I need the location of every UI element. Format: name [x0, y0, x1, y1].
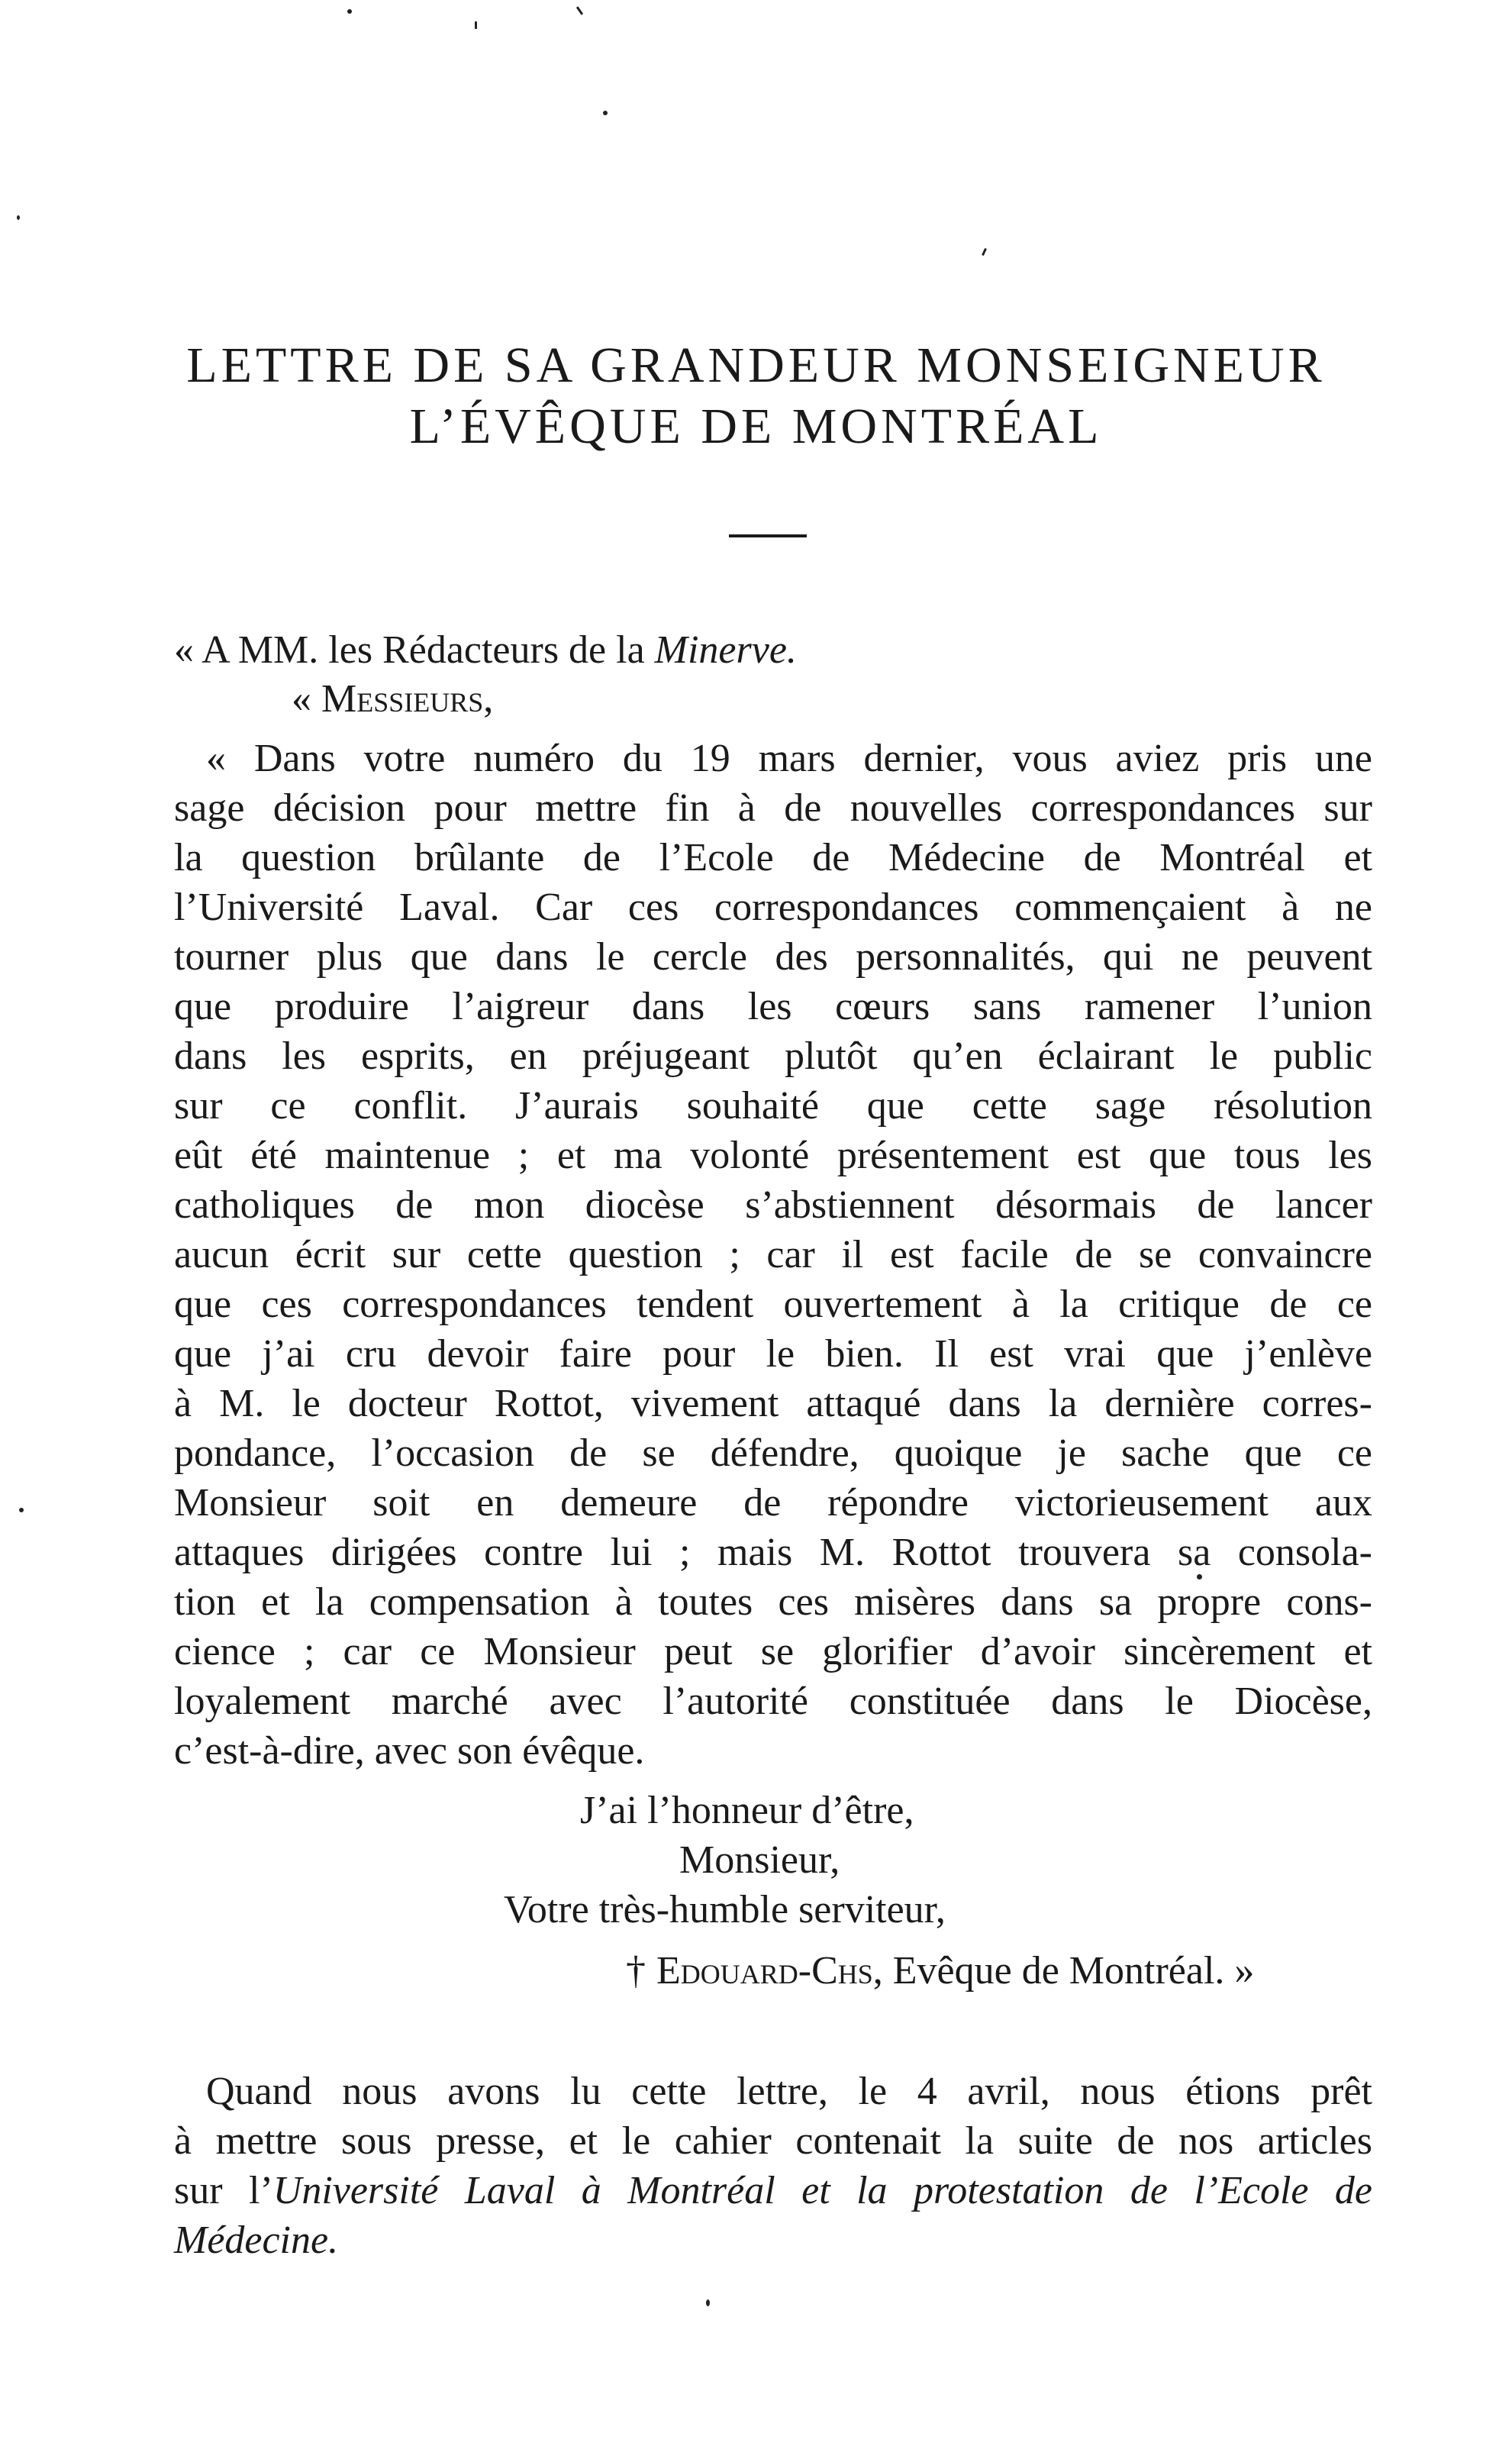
letter-address — [174, 626, 797, 675]
signature-title: , Evêque de Montréal. » — [872, 1949, 1255, 1993]
article-title-part-2: Médecine. — [174, 2219, 339, 2262]
letter-body-line: que produire l’aigreur dans les cœurs sans ramener l’union — [174, 985, 1372, 1028]
letter-body-line: sur ce conflit. J’aurais souhaité que cette sage résolution — [174, 1084, 1372, 1128]
letter-body-line: que j’ai cru devoir faire pour le bien. Il est vrai que j’enlève — [174, 1332, 1372, 1376]
print-speck — [982, 248, 987, 256]
print-speck — [706, 2299, 710, 2306]
commentary-line — [174, 2216, 338, 2265]
cross-icon: † — [626, 1949, 646, 1993]
title-divider — [729, 534, 807, 537]
letter-signature — [626, 1947, 1254, 1996]
letter-closing-servant: Votre très-humble serviteur, — [504, 1888, 946, 1931]
letter-body-line: aucun écrit sur cette question ; car il est facile de se convaincre — [174, 1233, 1372, 1276]
letter-body-line: que ces correspondances tendent ouvertement à la critique de ce — [174, 1283, 1372, 1326]
letter-body-line: tourner plus que dans le cercle des personnalités, qui ne peuvent — [174, 935, 1372, 979]
article-title-part-1: Université Laval à Montréal et la protestation de l’Ecole de — [272, 2169, 1372, 2212]
letter-title-line-2: L’ÉVÊQUE DE MONTRÉAL — [409, 399, 1103, 454]
letter-body-line: loyalement marché avec l’autorité constituée dans le Diocèse, — [174, 1680, 1372, 1723]
letter-body-last-line: c’est-à-dire, avec son évêque. — [174, 1729, 645, 1773]
print-speck — [17, 215, 20, 220]
letter-body-line: eût été maintenue ; et ma volonté présentement est que tous les — [174, 1134, 1372, 1177]
commentary-line: à mettre sous presse, et le cahier contenait la suite de nos articles — [174, 2119, 1372, 2163]
letter-body-line: à M. le docteur Rottot, vivement attaqué dans la dernière corres- — [174, 1382, 1372, 1425]
letter-body-line: « Dans votre numéro du 19 mars dernier, vous aviez pris une — [206, 737, 1372, 780]
print-speck — [19, 1508, 24, 1512]
signature-name: Edouard-Chs — [656, 1949, 873, 1993]
letter-body-line: pondance, l’occasion de se défendre, quoique je sache que ce — [174, 1431, 1372, 1475]
commentary-line: Quand nous avons lu cette lettre, le 4 avril, nous étions prêt — [206, 2070, 1372, 2113]
print-speck — [475, 21, 477, 29]
letter-body-line: la question brûlante de l’Ecole de Médecine de Montréal et — [174, 836, 1372, 879]
address-prefix: « A MM. les Rédacteurs de la — [174, 628, 655, 672]
letter-body-line: l’Université Laval. Car ces correspondances commençaient à ne — [174, 886, 1372, 929]
letter-body-line: dans les esprits, en préjugeant plutôt qu’en éclairant le public — [174, 1034, 1372, 1078]
print-speck — [603, 111, 608, 115]
letter-body-line: cience ; car ce Monsieur peut se glorifier d’avoir sincèrement et — [174, 1630, 1372, 1673]
letter-closing-monsieur: Monsieur, — [679, 1838, 840, 1882]
letter-title-line-1: LETTRE DE SA GRANDEUR MONSEIGNEUR — [186, 337, 1326, 393]
newspaper-name: Minerve. — [654, 628, 797, 672]
commentary-line — [174, 2167, 1372, 2215]
print-speck — [576, 6, 583, 15]
commentary-prefix: sur l’ — [174, 2169, 273, 2212]
letter-salutation: « Messieurs, — [292, 677, 494, 721]
letter-body-line: Monsieur soit en demeure de répondre victorieusement aux — [174, 1481, 1372, 1525]
letter-body-line: sage décision pour mettre fin à de nouvelles correspondances sur — [174, 786, 1372, 830]
letter-body-line: catholiques de mon diocèse s’abstiennent désormais de lancer — [174, 1183, 1372, 1227]
letter-body-line: attaques dirigées contre lui ; mais M. Rottot trouvera sa consola- — [174, 1531, 1372, 1574]
print-speck — [347, 9, 352, 14]
letter-closing-honour: J’ai l’honneur d’être, — [580, 1789, 914, 1832]
letter-body-line: tion et la compensation à toutes ces misères dans sa propre cons- — [174, 1580, 1372, 1624]
